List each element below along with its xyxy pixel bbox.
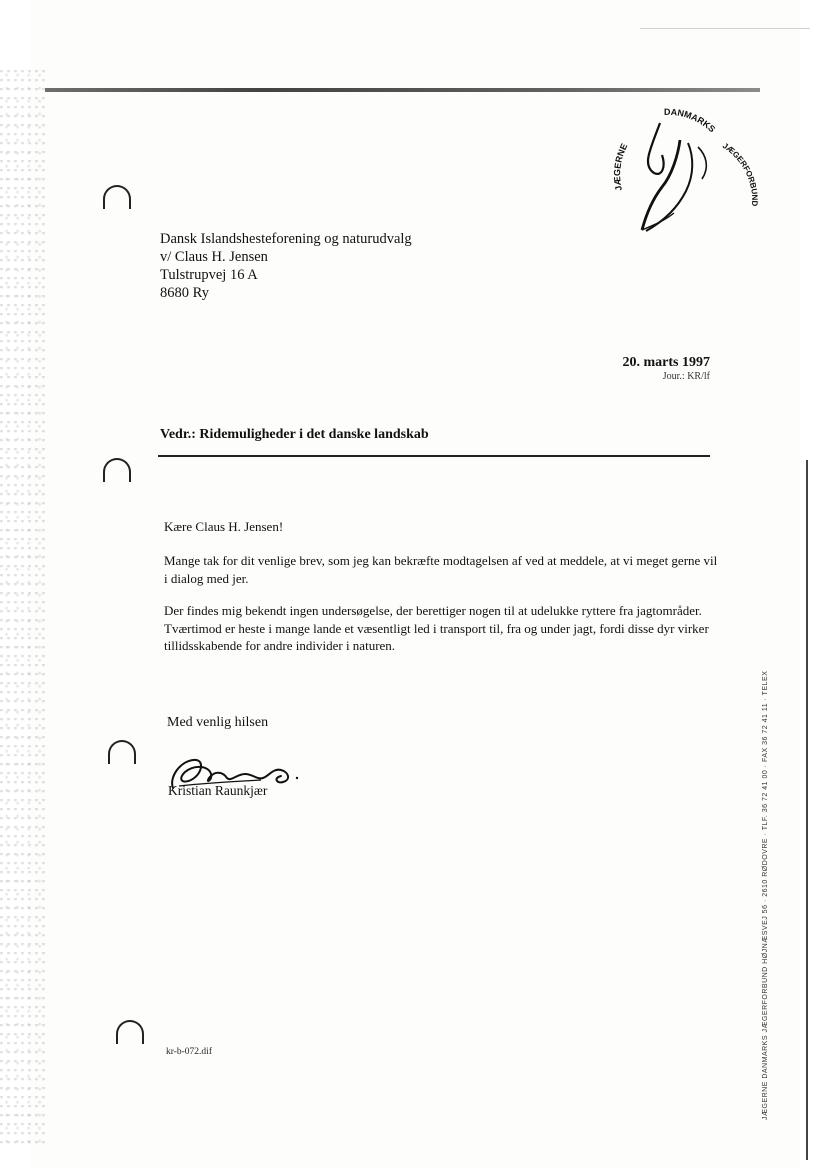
address-line-attention: v/ Claus H. Jensen — [160, 249, 268, 265]
fax-header-strip — [757, 490, 775, 1120]
letter-subject: Vedr.: Ridemuligheder i det danske landskab — [160, 427, 429, 442]
letter-paragraph: Der findes mig bekendt ingen undersøgelse, der berettiger nogen til at udelukke ryttere fra jagtområder. Tværtimod er heste i mange lande et væsentligt led i transport til, fra og under jagt, fordi disse dyr virker tillidsskabende for andre individer i naturen. — [164, 603, 709, 653]
file-reference: kr-b-072.dif — [166, 1047, 212, 1057]
page-edge — [806, 460, 808, 1160]
journal-reference: Jour.: KR/lf — [662, 371, 710, 382]
letter-greeting: Kære Claus H. Jensen! — [164, 519, 284, 534]
svg-text:DANMARKS — [664, 107, 717, 135]
logo-text-danmarks: DANMARKS — [663, 106, 718, 135]
logo-text-jaegerne: JÆGERNE — [612, 141, 630, 192]
address-line-organization: Dansk Islandshesteforening og naturudvalg — [160, 231, 412, 247]
recipient-address — [160, 230, 412, 302]
address-line-city: 8680 Ry — [160, 285, 209, 301]
punch-hole-icon — [103, 185, 131, 209]
punch-hole-icon — [103, 458, 131, 482]
date-block — [560, 355, 710, 383]
letterhead-rule — [45, 88, 760, 92]
jaegerforbund-logo — [602, 95, 762, 245]
letter-closing: Med venlig hilsen — [167, 715, 269, 730]
letter-paragraph: Mange tak for dit venlige brev, som jeg kan bekræfte modtagelsen af ved at meddele, at vi meget gerne vil i dialog med jer. — [164, 553, 718, 586]
svg-text:JÆGERNE — [612, 142, 629, 192]
address-line-street: Tulstrupvej 16 A — [160, 267, 258, 283]
punch-hole-icon — [116, 1020, 144, 1044]
svg-text:JÆGERFORBUND — [721, 141, 759, 207]
top-scan-line — [640, 28, 810, 29]
signer-name: Kristian Raunkjær — [168, 783, 268, 798]
letter-date: 20. marts 1997 — [622, 355, 710, 370]
subject-divider — [158, 455, 710, 457]
fax-header-text: JÆGERNE DANMARKS JÆGERFORBUND HØJNÆSVEJ 56 · 2610 RØDOVRE · TLF. 36 72 41 00 · FAX 36 72 41 11 · TELEX — [762, 670, 769, 1120]
scan-noise — [0, 70, 48, 1150]
logo-text-jaegerforbund: JÆGERFORBUND — [720, 141, 760, 207]
punch-hole-icon — [108, 740, 136, 764]
